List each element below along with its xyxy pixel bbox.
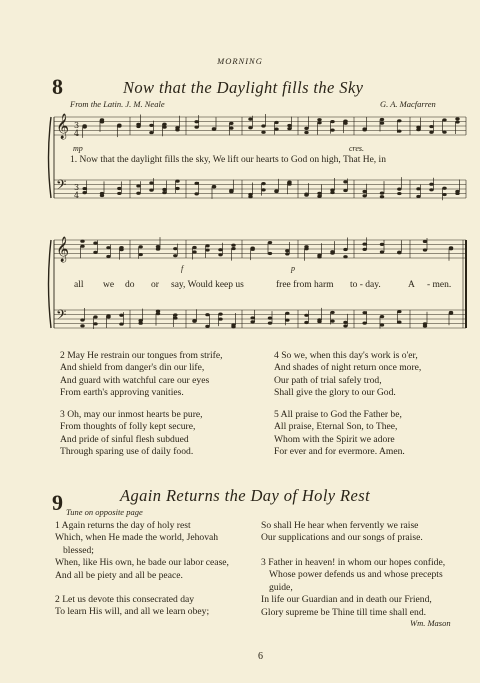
time-signature: 3 [74, 121, 80, 130]
note-head [317, 121, 321, 124]
note-head [136, 184, 140, 187]
note-head [149, 131, 153, 134]
note-head [205, 325, 209, 328]
treble-clef: 𝄞 [56, 237, 70, 262]
note-head [304, 314, 308, 317]
note-head [117, 187, 121, 190]
system-1-brace [49, 117, 52, 198]
note-head [285, 249, 289, 252]
note-head [287, 182, 291, 185]
note-head [268, 322, 272, 325]
note-head [442, 131, 446, 134]
note-head [248, 117, 252, 120]
note-head [397, 251, 401, 254]
note-head [317, 255, 321, 258]
dynamic-cres: cres. [349, 144, 365, 153]
note-head [343, 180, 347, 183]
note-head [442, 187, 446, 190]
note-head [106, 246, 110, 249]
note-head [231, 325, 235, 328]
note-head [380, 191, 384, 194]
note-head [119, 248, 123, 251]
note-head [397, 310, 401, 313]
lyric-syllable: - men. [427, 280, 452, 290]
note-head [117, 192, 121, 195]
note-head [229, 122, 233, 125]
note-head [343, 122, 347, 125]
note-head [175, 180, 179, 183]
note-head [119, 322, 123, 325]
lyrics-line-1: 1. Now that the daylight fills the sky, We lift our hearts to God on high, That He, in [70, 155, 386, 165]
note-head [285, 318, 289, 321]
hymn-9-stanza-1: 1 Again returns the day of holy rest Which, when He made the world, Jehovah blessed; When, like His own, he bade our labor cease, And all be piety and all be peace. [55, 520, 229, 581]
note-head [250, 248, 254, 251]
note-head [380, 118, 384, 121]
dynamic-mp: mp [73, 144, 83, 153]
note-head [317, 192, 321, 195]
note-head [343, 255, 347, 258]
note-head [274, 190, 278, 193]
note-head [162, 123, 166, 126]
note-head [274, 121, 278, 124]
note-head [304, 127, 308, 130]
note-head [416, 187, 420, 190]
note-head [119, 314, 123, 317]
note-head [93, 322, 97, 325]
hymn-9-stanza-3: 3 Father in heaven! in whom our hopes confide, Whose power defends us and whose precepts guide, In life our Guardian and in death our Friend, Glory supreme be Thine till time shall end. [261, 557, 446, 618]
dynamic-f: f [181, 264, 184, 273]
note-head [261, 188, 265, 191]
note-head [330, 120, 334, 123]
note-head [304, 192, 308, 195]
note-head [212, 127, 216, 130]
note-head [304, 131, 308, 134]
hymn-9-stanza-2: 2 Let us devote this consecrated day To learn His will, and all we learn obey; [55, 594, 210, 618]
note-head [192, 250, 196, 253]
note-head [362, 322, 366, 325]
hymn-9-tune-note: Tune on opposite page [66, 507, 143, 517]
note-head [330, 129, 334, 132]
note-head [442, 193, 446, 196]
note-head [173, 254, 177, 257]
bass-clef: 𝄢 [56, 307, 67, 326]
note-head [317, 118, 321, 121]
note-head [136, 192, 140, 195]
note-head [231, 244, 235, 247]
note-head [156, 245, 160, 248]
hymn-8-composer: G. A. Macfarren [380, 99, 436, 109]
note-head [330, 250, 334, 253]
note-head [205, 244, 209, 247]
hymn-9-stanza-1-end: So shall He hear when fervently we raise Our supplications and our songs of praise. [261, 520, 423, 544]
note-head [93, 315, 97, 318]
note-head [175, 187, 179, 190]
hymn-8-number: 8 [52, 74, 63, 99]
note-head [149, 189, 153, 192]
note-head [194, 192, 198, 195]
note-head [192, 319, 196, 322]
note-head [80, 324, 84, 327]
note-head [287, 124, 291, 127]
note-head [423, 240, 427, 243]
note-head [397, 321, 401, 324]
note-head [304, 321, 308, 324]
note-head [205, 248, 209, 251]
note-head [194, 120, 198, 123]
note-head [304, 245, 308, 248]
hymn-8-stanza-4: 4 So we, when this day's work is o'er, And shades of night return once more, Our path of trial safely trod, Shall give the glory to our God. [274, 350, 422, 399]
note-head [416, 195, 420, 198]
note-head [194, 126, 198, 129]
lyric-syllable: free from harm [276, 280, 334, 290]
note-head [380, 243, 384, 246]
hymn-8-title: Now that the Daylight fills the Sky [123, 78, 364, 97]
lyric-syllable: we [103, 280, 115, 290]
treble-clef: 𝄞 [56, 114, 70, 139]
note-head [380, 122, 384, 125]
note-head [248, 126, 252, 129]
note-head [429, 125, 433, 128]
note-head [250, 316, 254, 319]
bass-clef: 𝄢 [56, 177, 67, 196]
note-head [362, 248, 366, 251]
note-head [449, 246, 453, 249]
system-2-brace [49, 240, 52, 328]
note-head [317, 320, 321, 323]
note-head [82, 191, 86, 194]
note-head [380, 250, 384, 253]
note-head [268, 252, 272, 255]
note-head [449, 311, 453, 314]
note-head [156, 310, 160, 313]
note-head [100, 194, 104, 197]
note-head [82, 187, 86, 190]
note-head [100, 120, 104, 123]
lyric-syllable: all [74, 280, 84, 290]
note-head [429, 188, 433, 191]
note-head [162, 188, 166, 191]
note-head [343, 321, 347, 324]
note-head [362, 190, 366, 193]
note-head [250, 320, 254, 323]
note-head [117, 125, 121, 128]
note-head [261, 131, 265, 134]
note-head [82, 125, 86, 128]
note-head [248, 195, 252, 198]
dynamic-p: p [291, 264, 295, 273]
note-head [455, 117, 459, 120]
hymn-9-title: Again Returns the Day of Holy Rest [120, 486, 371, 505]
hymn-8-text-source: From the Latin. J. M. Neale [70, 99, 165, 109]
note-head [229, 127, 233, 130]
note-head [343, 189, 347, 192]
time-signature: 3 [74, 183, 80, 192]
lyric-syllable: to - day. [350, 280, 381, 290]
lyric-syllable: or [151, 280, 159, 290]
note-head [162, 126, 166, 129]
note-head [343, 248, 347, 251]
time-signature: 4 [74, 129, 80, 138]
hymn-8-stanza-5: 5 All praise to God the Father be, All praise, Eternal Son, to Thee, Whom with the Spirit we adore For ever and for evermore. Amen. [274, 409, 405, 458]
note-head [205, 313, 209, 316]
note-head [149, 181, 153, 184]
note-head [138, 253, 142, 256]
note-head [229, 189, 233, 192]
note-head [212, 185, 216, 188]
note-head [261, 124, 265, 127]
note-head [268, 241, 272, 244]
note-head [330, 320, 334, 323]
note-head [218, 253, 222, 256]
note-head [218, 248, 222, 251]
note-head [192, 246, 196, 249]
note-head [80, 240, 84, 243]
note-head [268, 317, 272, 320]
note-head [173, 316, 177, 319]
lyric-syllable: say, Would keep us [171, 280, 244, 290]
note-head [380, 195, 384, 198]
note-head [274, 128, 278, 131]
note-head [136, 123, 140, 126]
note-head [362, 311, 366, 314]
hymn-8-stanza-2: 2 May He restrain our tongues from strife, And shield from danger's din our life, And guard with watchful care our eyes From earth's approving vanities. [60, 350, 223, 399]
hymn-9-attribution: Wm. Mason [410, 618, 451, 628]
note-head [93, 242, 97, 245]
note-head [317, 195, 321, 198]
note-head [162, 191, 166, 194]
note-head [218, 313, 222, 316]
note-head [287, 127, 291, 130]
note-head [285, 252, 289, 255]
lyric-syllable: A [408, 280, 415, 290]
note-head [380, 323, 384, 326]
note-head [106, 315, 110, 318]
note-head [362, 128, 366, 131]
time-signature: 4 [74, 191, 80, 200]
note-head [138, 322, 142, 325]
note-head [397, 130, 401, 133]
note-head [429, 183, 433, 186]
note-head [397, 119, 401, 122]
hymn-9-number: 9 [52, 490, 63, 515]
note-head [362, 194, 366, 197]
note-head [93, 251, 97, 254]
note-head [362, 242, 366, 245]
note-head [80, 318, 84, 321]
note-head [194, 182, 198, 185]
note-head [173, 313, 177, 316]
note-head [285, 312, 289, 315]
note-head [175, 128, 179, 131]
note-head [261, 182, 265, 185]
note-head [423, 248, 427, 251]
note-head [455, 120, 459, 123]
page-number: 6 [258, 651, 263, 662]
note-head [416, 126, 420, 129]
note-head [173, 247, 177, 250]
note-head [330, 191, 334, 194]
note-head [429, 131, 433, 134]
note-head [231, 247, 235, 250]
note-head [218, 317, 222, 320]
note-head [330, 311, 334, 314]
note-head [455, 192, 459, 195]
note-head [423, 324, 427, 327]
note-head [149, 124, 153, 127]
note-head [80, 245, 84, 248]
note-head [106, 255, 110, 258]
note-head [397, 188, 401, 191]
section-header: MORNING [217, 56, 263, 66]
hymn-8-stanza-3: 3 Oh, may our inmost hearts be pure, From thoughts of folly kept secure, And pride of sinful flesh subdued Through sparing use of daily food. [60, 409, 203, 458]
note-head [380, 315, 384, 318]
note-head [343, 324, 347, 327]
note-head [138, 245, 142, 248]
note-head [397, 192, 401, 195]
lyric-syllable: do [125, 280, 135, 290]
note-head [442, 118, 446, 121]
